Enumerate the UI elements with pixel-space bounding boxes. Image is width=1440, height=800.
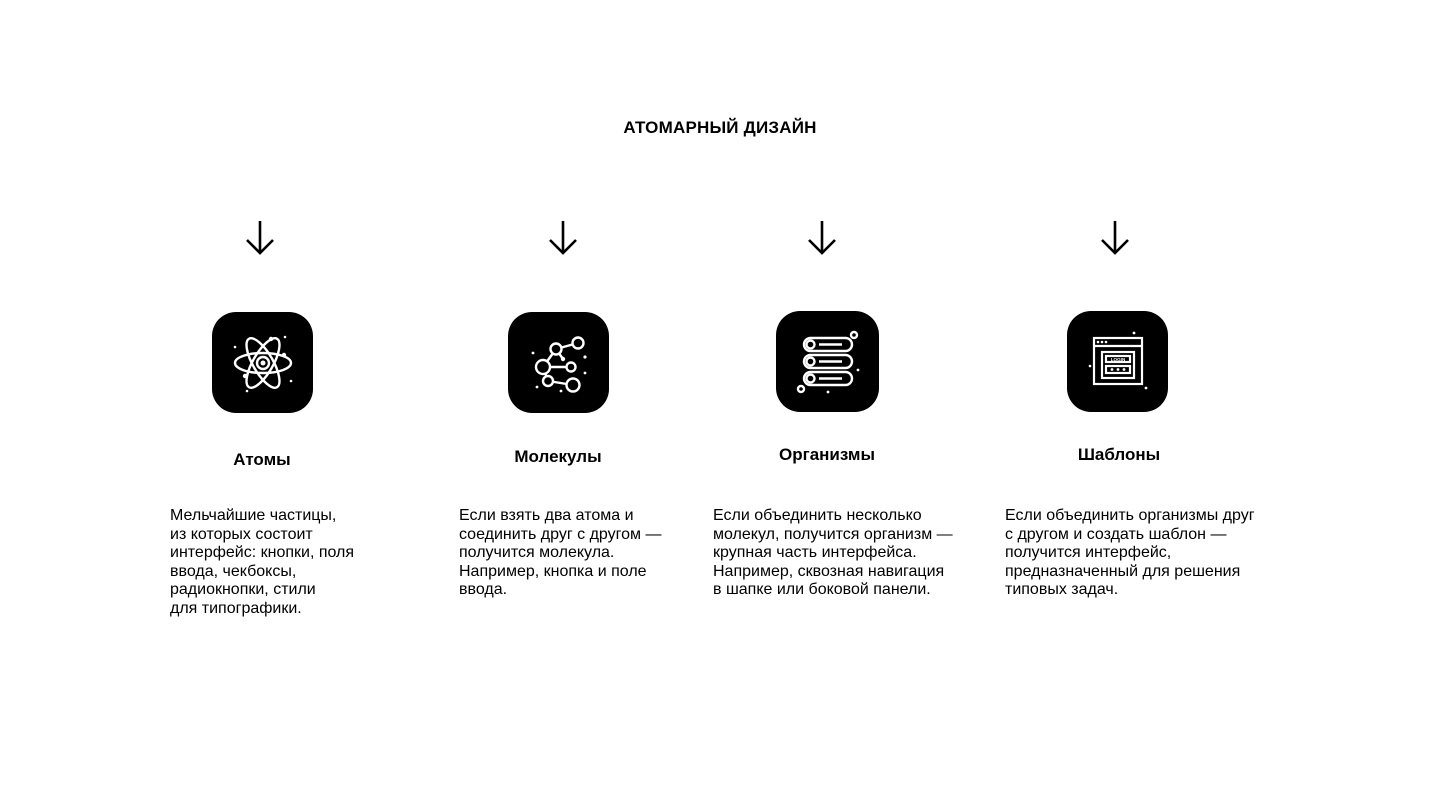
column-text-atoms: Мельчайшие частицы, из которых состоит интерфейс: кнопки, поля ввода, чекбоксы, радиокнопки, стили для типографики. [170, 507, 355, 617]
atom-icon [212, 312, 313, 413]
molecule-icon [508, 312, 609, 413]
page-title: АТОМАРНЫЙ ДИЗАЙН [623, 118, 817, 137]
template-icon-label: LOGIN [1110, 356, 1125, 362]
arrow-down-icon [547, 219, 579, 257]
column-heading-molecules: Молекулы [514, 447, 602, 466]
column-text-organisms: Если объединить несколько молекул, получится организм — крупная часть интерфейса. Например, сквозная навигация в шапке или боковой панели. [713, 507, 953, 599]
arrow-down-icon [1099, 219, 1131, 257]
column-text-molecules: Если взять два атома и соединить друг с другом — получится молекула. Например, кнопка и поле ввода. [459, 507, 662, 599]
column-heading-atoms: Атомы [233, 450, 291, 469]
column-heading-organisms: Организмы [779, 445, 875, 464]
column-text-templates: Если объединить организмы друг с другом и создать шаблон — получится интерфейс, предназначенный для решения типовых задач. [1005, 507, 1255, 599]
organism-icon [776, 311, 879, 412]
template-icon [1067, 311, 1168, 412]
column-heading-templates: Шаблоны [1077, 445, 1161, 464]
arrow-down-icon [244, 219, 276, 257]
arrow-down-icon [806, 219, 838, 257]
